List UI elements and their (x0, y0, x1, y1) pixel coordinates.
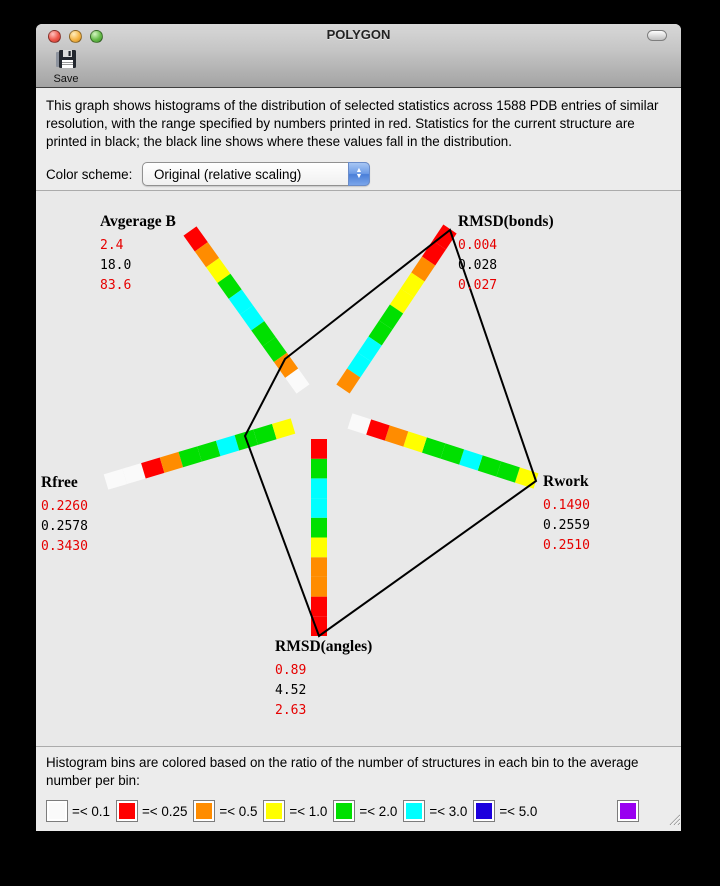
titlebar[interactable] (36, 24, 681, 46)
green-bin-color (336, 803, 352, 819)
rmsd-angles-label-block (275, 638, 372, 721)
minimize-button[interactable] (69, 30, 82, 43)
legend-description-text: Histogram bins are colored based on the ratio of the number of structures in each bin to the average number per bin: (46, 755, 639, 788)
rmsd-bonds-current-value: 0.028 (458, 258, 498, 273)
average-b-histogram-bin (235, 294, 246, 310)
rwork-histogram-bin (443, 451, 462, 457)
legend-swatch-yellow (263, 800, 285, 822)
average-b-histogram-bin (201, 247, 212, 263)
window-chrome (36, 24, 681, 88)
rfree-max-value: 0.3430 (41, 539, 88, 554)
legend-swatch-red (116, 800, 138, 822)
average-b-histogram-bin (258, 326, 269, 342)
save-button[interactable] (46, 48, 86, 85)
average-b-max-value: 83.6 (100, 278, 132, 293)
rfree-histogram-bin (125, 471, 144, 477)
average-b-histogram-bin (292, 373, 303, 389)
footer-panel (36, 746, 681, 831)
window-title: POLYGON (326, 27, 391, 42)
rmsd-bonds-label-block (458, 213, 554, 296)
red-bin-color (119, 803, 135, 819)
rfree-histogram-bin (256, 432, 275, 438)
legend-item-orange (193, 800, 261, 822)
rwork-histogram-bin (369, 427, 388, 433)
legend-label-cyan: =< 3.0 (429, 803, 468, 819)
average-b-min-value: 2.4 (100, 238, 124, 253)
rmsd-bonds-histogram-bin (386, 309, 397, 325)
rwork-histogram-bin (462, 457, 481, 463)
rfree-histogram-bin (181, 454, 200, 460)
legend-item-yellow (263, 800, 331, 822)
header-panel (36, 88, 681, 190)
rwork-histogram-bin (499, 469, 518, 475)
rmsd-bonds-histogram-bin (418, 261, 429, 277)
zoom-button[interactable] (90, 30, 103, 43)
legend-item-blue (473, 800, 541, 822)
rfree-histogram-bin (106, 476, 125, 482)
blue-bin-color (476, 803, 492, 819)
white-bin-color (49, 803, 65, 819)
rfree-histogram-bin (274, 426, 293, 432)
save-icon (46, 48, 86, 72)
rmsd-bonds-histogram-bin (407, 277, 418, 293)
legend-item-cyan (403, 800, 471, 822)
average-b-histogram-bin (224, 278, 235, 294)
rmsd-bonds-histogram-bin (343, 373, 354, 389)
yellow-bin-color (266, 803, 282, 819)
color-scheme-row (46, 162, 671, 186)
color-scheme-value: Original (relative scaling) (154, 166, 302, 182)
rmsd-bonds-histogram-bin (354, 357, 365, 373)
save-button-label: Save (53, 73, 79, 85)
rfree-min-value: 0.2260 (41, 499, 88, 514)
legend-item-white (46, 800, 114, 822)
average-b-histogram-bin (213, 263, 224, 279)
orange-bin-color (196, 803, 212, 819)
rfree-current-value: 0.2578 (41, 519, 88, 534)
legend-label-green: =< 2.0 (359, 803, 398, 819)
rmsd-bonds-max-value: 0.027 (458, 278, 498, 293)
purple-bin-color (620, 803, 636, 819)
rfree-histogram-bin (143, 465, 162, 471)
rwork-histogram-bin (424, 445, 443, 451)
description-text: This graph shows histograms of the distribution of selected statistics across 1588 PDB entries of similar resolution, with the range specified by numbers printed in red. Statistics for the current structure are printed in black; the black line shows where these values fall in the distribution. (46, 98, 659, 149)
dropdown-stepper-icon[interactable]: ▲ ▼ (348, 162, 370, 186)
color-scheme-label: Color scheme: (46, 166, 133, 182)
average-b-histogram-bin (269, 342, 280, 358)
average-b-current-value: 18.0 (100, 258, 132, 273)
rfree-axis-title: Rfree (41, 474, 78, 491)
average-b-label-block (100, 213, 176, 296)
polygon-window (36, 24, 681, 831)
rmsd-angles-current-value: 4.52 (275, 683, 307, 698)
polygon-plot-area (36, 190, 681, 746)
legend-label-red: =< 0.25 (141, 803, 188, 819)
rwork-label-block (543, 473, 590, 556)
legend-item-green (333, 800, 401, 822)
color-bin-legend (46, 800, 681, 822)
legend-item-red (116, 800, 191, 822)
average-b-histogram-bin (190, 231, 201, 247)
rmsd-angles-axis-title: RMSD(angles) (275, 638, 373, 655)
legend-label-white: =< 0.1 (72, 803, 110, 819)
legend-item-purple (617, 800, 639, 822)
legend-swatch-orange (193, 800, 215, 822)
legend-label-orange: =< 0.5 (219, 803, 258, 819)
legend-swatch-cyan (403, 800, 425, 822)
rfree-histogram-bin (218, 443, 237, 449)
rmsd-bonds-min-value: 0.004 (458, 238, 498, 253)
rmsd-bonds-histogram-bin (364, 341, 375, 357)
rfree-histogram-bin (162, 460, 181, 466)
rwork-max-value: 0.2510 (543, 538, 590, 553)
legend-label-yellow: =< 1.0 (289, 803, 328, 819)
traffic-lights (48, 30, 103, 43)
rwork-histogram-bin (387, 433, 406, 439)
legend-swatch-purple (617, 800, 639, 822)
rwork-histogram-bin (406, 439, 425, 445)
close-button[interactable] (48, 30, 61, 43)
toolbar-toggle-button[interactable] (647, 30, 667, 41)
rwork-current-value: 0.2559 (543, 518, 590, 533)
average-b-histogram-bin (247, 310, 258, 326)
rmsd-angles-min-value: 0.89 (275, 663, 307, 678)
rfree-label-block (41, 474, 88, 557)
legend-swatch-white (46, 800, 68, 822)
rwork-min-value: 0.1490 (543, 498, 590, 513)
legend-label-blue: =< 5.0 (499, 803, 538, 819)
rwork-histogram-bin (350, 421, 369, 427)
rwork-histogram-bin (480, 463, 499, 469)
legend-swatch-green (333, 800, 355, 822)
cyan-bin-color (406, 803, 422, 819)
resize-grip[interactable] (667, 812, 680, 830)
rmsd-angles-max-value: 2.63 (275, 703, 307, 718)
rmsd-bonds-histogram-bin (375, 325, 386, 341)
rmsd-bonds-histogram-bin (429, 245, 440, 261)
rmsd-bonds-axis-title: RMSD(bonds) (458, 213, 554, 230)
rmsd-bonds-histogram-bin (397, 293, 408, 309)
rfree-histogram-bin (200, 448, 219, 454)
average-b-axis-title: Avgerage B (100, 213, 176, 230)
rwork-axis-title: Rwork (543, 473, 589, 490)
color-scheme-dropdown[interactable] (142, 162, 370, 186)
legend-swatch-blue (473, 800, 495, 822)
